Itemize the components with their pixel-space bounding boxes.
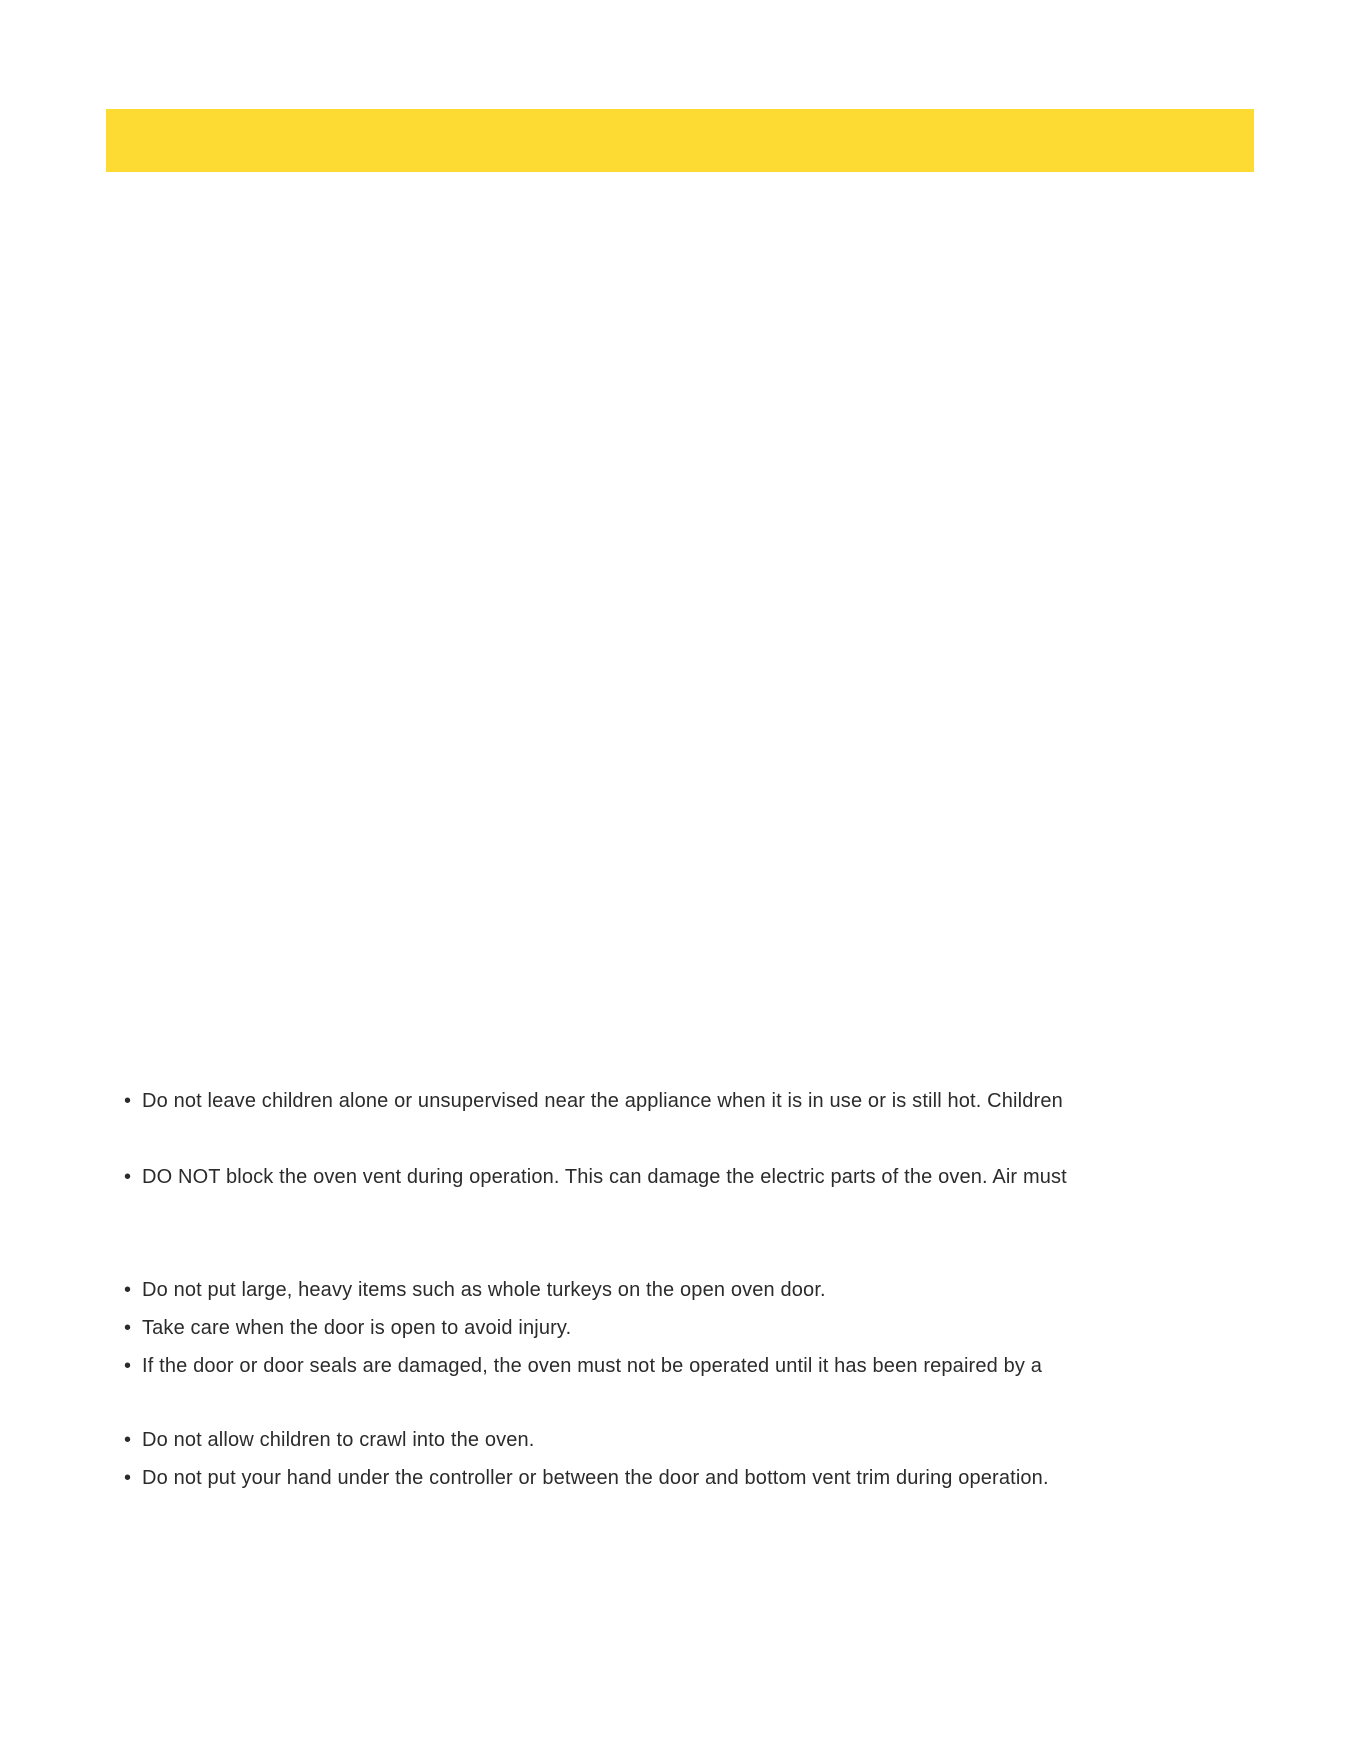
list-item <box>124 1089 1063 1113</box>
list-item <box>124 1466 1049 1490</box>
bullet-icon: • <box>124 1166 132 1188</box>
bullet-icon: • <box>124 1090 132 1112</box>
list-item <box>124 1428 535 1452</box>
list-item <box>124 1278 826 1302</box>
list-item-text: Do not allow children to crawl into the oven. <box>142 1429 535 1451</box>
bullet-icon: • <box>124 1467 132 1489</box>
bullet-icon: • <box>124 1317 132 1339</box>
list-item-text: Do not put large, heavy items such as whole turkeys on the open oven door. <box>142 1279 826 1301</box>
list-item <box>124 1165 1067 1189</box>
bullet-icon: • <box>124 1429 132 1451</box>
list-item-text: Do not put your hand under the controller or between the door and bottom vent trim during operation. <box>142 1467 1049 1489</box>
bullet-icon: • <box>124 1279 132 1301</box>
bullet-icon: • <box>124 1355 132 1377</box>
list-item-text: Do not leave children alone or unsupervised near the appliance when it is in use or is still hot. Children <box>142 1090 1063 1112</box>
header-banner <box>106 109 1254 172</box>
list-item-text: Take care when the door is open to avoid injury. <box>142 1317 572 1339</box>
list-item-text: DO NOT block the oven vent during operation. This can damage the electric parts of the oven. Air must <box>142 1166 1067 1188</box>
list-item-text: If the door or door seals are damaged, the oven must not be operated until it has been repaired by a <box>142 1355 1043 1377</box>
list-item <box>124 1354 1042 1378</box>
list-item <box>124 1316 571 1340</box>
